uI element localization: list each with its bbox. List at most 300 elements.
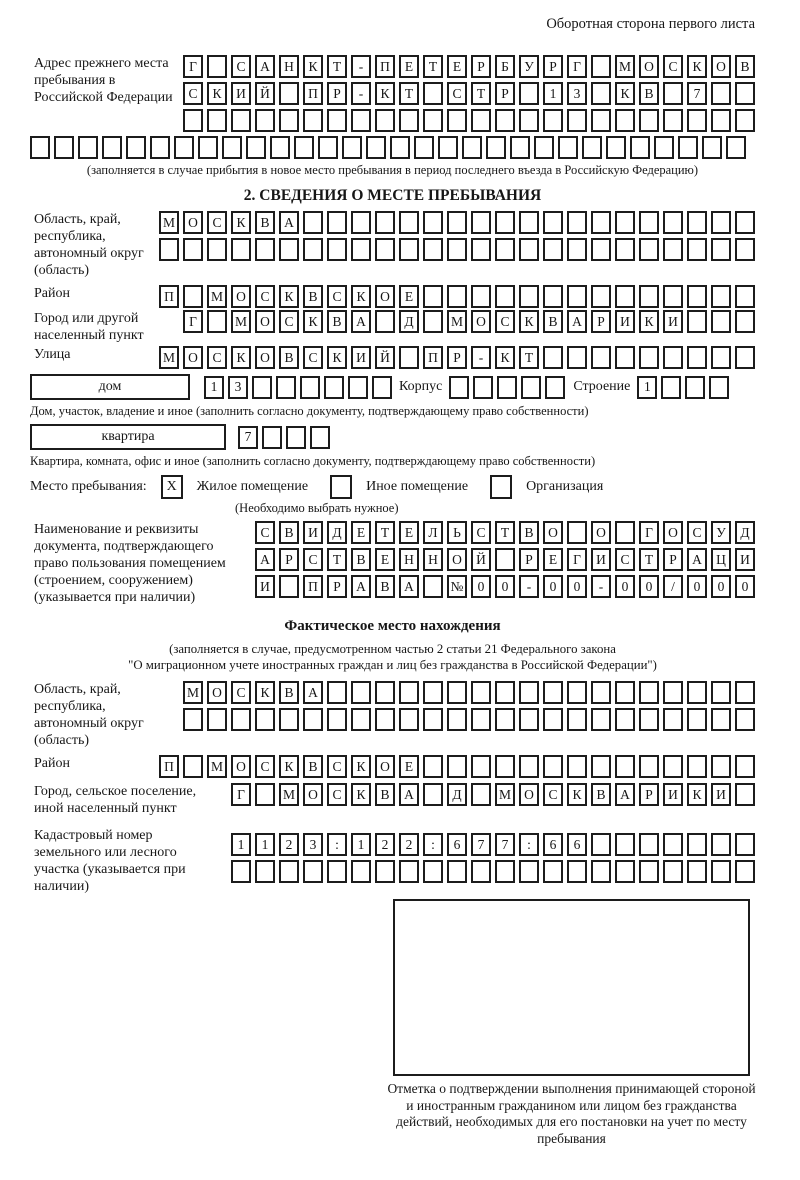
house-type-box: дом [30,374,190,400]
char-cell [591,55,611,78]
char-cell [543,681,563,704]
char-cell [231,109,251,132]
char-cell [735,310,755,333]
char-cell [342,136,362,159]
char-cell: 3 [228,376,248,399]
char-cell: В [279,521,299,544]
char-cell: 0 [687,575,707,598]
char-cell: Р [663,548,683,571]
char-cell: В [351,548,371,571]
char-cell [567,109,587,132]
char-cell [327,238,347,261]
char-cell [372,376,392,399]
char-cell [615,521,635,544]
char-cell [198,136,218,159]
char-cell [711,681,731,704]
char-cell [735,109,755,132]
char-cell: Т [639,548,659,571]
char-cell [639,708,659,731]
char-cell [447,211,467,234]
char-cell [663,211,683,234]
char-cell: В [735,55,755,78]
char-cell [591,681,611,704]
char-cell [519,109,539,132]
char-cell [606,136,626,159]
char-cell: П [303,82,323,105]
char-cell [438,136,458,159]
char-cell: 0 [735,575,755,598]
actual-district-label: Район [34,756,70,771]
char-cell: Й [255,82,275,105]
char-cell [262,426,282,449]
char-cell [279,238,299,261]
char-cell: 1 [231,833,251,856]
char-cell: С [231,55,251,78]
char-cell [615,346,635,369]
char-cell [519,82,539,105]
char-grid-row [183,310,755,333]
char-cell [687,310,707,333]
char-cell [519,211,539,234]
char-cell [255,860,275,883]
char-cell [471,681,491,704]
char-cell [543,755,563,778]
actual-region-grid [183,681,755,749]
char-cell: И [231,82,251,105]
char-cell: Г [231,783,251,806]
char-cell [663,285,683,308]
char-cell: : [519,833,539,856]
char-cell [327,860,347,883]
char-cell: О [375,285,395,308]
char-cell: О [183,211,203,234]
char-cell [497,376,517,399]
char-cell: С [303,346,323,369]
char-cell [735,211,755,234]
char-cell [519,285,539,308]
char-cell: Л [423,521,443,544]
char-cell [255,708,275,731]
actual-location-title: Фактическое место нахождения [284,618,501,634]
actual-region-label: Область, край, республика, автономный округ (область) [34,682,144,748]
char-cell [543,285,563,308]
char-cell [521,376,541,399]
char-cell [495,285,515,308]
char-cell: К [351,285,371,308]
char-cell [663,238,683,261]
char-cell [639,755,659,778]
char-cell [423,82,443,105]
house-note: Дом, участок, владение и иное (заполнить согласно документу, подтверждающему право собственности) [30,404,589,418]
char-cell: С [471,521,491,544]
char-cell [495,211,515,234]
char-cell: 2 [279,833,299,856]
char-cell [510,136,530,159]
char-grid-row [183,82,755,105]
char-cell [711,109,731,132]
char-cell [375,109,395,132]
char-cell: В [375,783,395,806]
char-cell [414,136,434,159]
char-cell [207,238,227,261]
char-cell [462,136,482,159]
char-cell [423,238,443,261]
char-cell: К [639,310,659,333]
char-cell: О [375,755,395,778]
char-cell: 0 [711,575,731,598]
char-cell: К [255,681,275,704]
actual-district-grid [159,755,755,778]
char-cell: К [231,346,251,369]
char-cell: - [471,346,491,369]
char-cell: Т [327,548,347,571]
char-cell [447,860,467,883]
char-cell [567,860,587,883]
char-cell [735,783,755,806]
char-cell [303,211,323,234]
char-cell: И [663,783,683,806]
char-cell [639,860,659,883]
char-cell [495,548,515,571]
char-cell: К [567,783,587,806]
char-grid-row [159,285,755,308]
char-cell: А [615,783,635,806]
char-cell: Ц [711,548,731,571]
char-cell [423,708,443,731]
char-cell: А [351,575,371,598]
char-cell: К [615,82,635,105]
registration-mark-box [393,899,750,1076]
char-cell [735,860,755,883]
char-cell: Т [471,82,491,105]
char-cell: Е [399,285,419,308]
char-cell [222,136,242,159]
char-cell [711,833,731,856]
char-cell: Б [495,55,515,78]
char-cell: / [663,575,683,598]
char-cell: С [255,285,275,308]
char-cell [591,708,611,731]
char-cell: О [591,521,611,544]
char-cell [471,755,491,778]
char-cell [663,681,683,704]
char-cell [567,681,587,704]
char-cell: У [711,521,731,544]
char-cell: Р [279,548,299,571]
char-cell: Е [399,55,419,78]
prev-address-grid [183,55,755,132]
region-label: Область, край, республика, автономный округ (область) [34,212,144,278]
char-cell [423,310,443,333]
char-cell: Г [183,310,203,333]
char-cell: К [495,346,515,369]
char-cell [423,575,443,598]
char-cell [276,376,296,399]
stay-type-residential-label: Жилое помещение [196,479,309,494]
char-cell: - [519,575,539,598]
street-field [30,346,755,369]
char-cell [366,136,386,159]
char-cell [591,285,611,308]
char-cell: О [255,346,275,369]
actual-location-note-2: "О миграционном учете иностранных граждан и лиц без гражданства в Российской Федерации") [128,658,657,672]
region-field [30,211,755,279]
char-cell: Н [399,548,419,571]
char-cell [519,755,539,778]
char-cell: А [255,55,275,78]
char-cell [687,109,707,132]
char-cell: Г [567,548,587,571]
char-cell [591,109,611,132]
char-cell: Т [423,55,443,78]
ownership-doc-field [30,521,755,606]
house-row [30,374,755,400]
prev-address-label: Адрес прежнего места пребывания в Российской Федерации [34,56,173,105]
char-cell [303,109,323,132]
char-cell [591,346,611,369]
char-cell [183,109,203,132]
char-cell: М [615,55,635,78]
char-cell [279,860,299,883]
char-cell [543,708,563,731]
page-side-note: Оборотная сторона первого листа [546,16,755,32]
char-cell [687,755,707,778]
char-cell [375,708,395,731]
char-cell: Д [735,521,755,544]
cadastre-grid [231,833,755,895]
char-cell [519,708,539,731]
char-cell: К [279,285,299,308]
char-cell [663,82,683,105]
char-grid-row [183,55,755,78]
actual-city-label: Город, сельское поселение, иной населенный пункт [34,784,197,816]
char-cell [582,136,602,159]
char-cell: Ь [447,521,467,544]
char-cell [687,681,707,704]
char-cell: М [447,310,467,333]
char-cell: К [687,55,707,78]
char-cell [375,238,395,261]
char-cell [735,285,755,308]
char-cell: Р [519,548,539,571]
char-cell [351,681,371,704]
char-cell: Р [591,310,611,333]
prev-address-note: (заполняется в случае прибытия в новое место пребывания в период последнего въезда в Российскую Федерацию) [86,163,699,177]
char-cell: Й [471,548,491,571]
char-cell: 0 [495,575,515,598]
char-cell [471,109,491,132]
char-cell [447,238,467,261]
char-cell [399,860,419,883]
char-cell [567,211,587,234]
char-cell [495,238,515,261]
char-cell: С [447,82,467,105]
actual-district-field [30,755,755,778]
stay-type-other-checkbox [330,475,352,499]
char-cell: : [327,833,347,856]
char-cell: С [663,55,683,78]
char-grid-row [159,211,755,234]
house-number-cells [204,376,392,399]
stay-type-note: (Необходимо выбрать нужное) [235,501,399,515]
char-cell [687,346,707,369]
char-cell: В [591,783,611,806]
char-cell [447,285,467,308]
char-cell [183,238,203,261]
char-cell [310,426,330,449]
char-cell [255,783,275,806]
char-cell: Р [471,55,491,78]
char-cell [495,681,515,704]
char-cell: 1 [255,833,275,856]
stroenie-cells [637,376,729,399]
char-cell [545,376,565,399]
char-cell [543,346,563,369]
char-cell [324,376,344,399]
char-cell: Н [423,548,443,571]
char-cell: М [207,285,227,308]
char-cell [567,708,587,731]
registration-mark-caption: Отметка о подтверждении выполнения принимающей стороной и иностранным гражданином или лицом без гражданства действий, необходимых для его постановки на учет по месту пребывания [387,1081,756,1146]
char-cell: Р [639,783,659,806]
char-cell: Д [447,783,467,806]
char-cell [279,708,299,731]
char-cell [423,109,443,132]
char-cell: М [279,783,299,806]
city-field [30,310,755,344]
char-cell [495,109,515,132]
char-cell [591,755,611,778]
char-cell: О [663,521,683,544]
char-cell [663,346,683,369]
char-cell [639,238,659,261]
char-cell [591,860,611,883]
char-cell: 1 [351,833,371,856]
char-cell [255,238,275,261]
char-cell [735,708,755,731]
char-cell [399,109,419,132]
char-cell [543,211,563,234]
char-cell [543,238,563,261]
char-grid-row [159,346,755,369]
region-grid [159,211,755,279]
char-cell [303,860,323,883]
char-cell: В [303,755,323,778]
district-grid [159,285,755,308]
char-cell [375,681,395,704]
city-label: Город или другой населенный пункт [34,311,144,343]
char-cell [661,376,681,399]
char-cell: П [159,285,179,308]
char-cell: 7 [471,833,491,856]
char-cell: И [711,783,731,806]
char-cell: С [615,548,635,571]
char-cell [231,238,251,261]
char-cell: М [495,783,515,806]
char-cell: Г [567,55,587,78]
char-cell: В [519,521,539,544]
char-cell [54,136,74,159]
char-cell [423,211,443,234]
char-cell: А [255,548,275,571]
char-cell: М [159,211,179,234]
char-cell: И [735,548,755,571]
char-cell [711,310,731,333]
char-cell: Д [327,521,347,544]
char-cell [351,708,371,731]
char-cell [207,310,227,333]
char-cell: С [327,783,347,806]
char-cell [678,136,698,159]
char-cell [615,833,635,856]
prev-address-field [30,55,755,132]
char-cell: 3 [567,82,587,105]
char-cell: И [615,310,635,333]
char-cell [471,211,491,234]
char-cell [471,238,491,261]
char-cell [685,376,705,399]
apartment-row [30,424,755,450]
char-cell: И [351,346,371,369]
apartment-number-cells [238,426,330,449]
char-cell: А [399,783,419,806]
cadastre-label: Кадастровый номер земельного или лесного участка (указывается при наличии) [34,828,186,894]
char-cell [591,833,611,856]
char-cell: М [183,681,203,704]
char-cell [183,708,203,731]
char-cell [687,285,707,308]
char-cell [663,708,683,731]
char-cell [303,708,323,731]
char-cell [711,860,731,883]
char-cell: Е [399,755,419,778]
char-cell [711,285,731,308]
char-cell: С [687,521,707,544]
char-cell: 7 [687,82,707,105]
char-cell: 2 [399,833,419,856]
char-grid-row [159,238,755,261]
char-cell: И [591,548,611,571]
char-cell: О [183,346,203,369]
char-cell: С [327,755,347,778]
char-cell: В [303,285,323,308]
char-cell [726,136,746,159]
char-cell [735,238,755,261]
char-cell: : [423,833,443,856]
char-cell: К [327,346,347,369]
char-cell [423,860,443,883]
char-cell: К [207,82,227,105]
char-cell: Р [447,346,467,369]
char-cell [174,136,194,159]
char-cell [735,681,755,704]
char-cell: И [255,575,275,598]
stay-type-organization-label: Организация [526,479,604,494]
char-cell [207,708,227,731]
char-grid-row [231,860,755,883]
char-cell [543,109,563,132]
char-cell: И [663,310,683,333]
char-grid-row [183,708,755,731]
char-cell [615,211,635,234]
char-cell: К [351,783,371,806]
char-cell [327,211,347,234]
char-cell: О [231,755,251,778]
char-cell [300,376,320,399]
char-cell: 7 [238,426,258,449]
section2-title: 2. СВЕДЕНИЯ О МЕСТЕ ПРЕБЫВАНИЯ [243,187,542,204]
char-cell [471,860,491,883]
